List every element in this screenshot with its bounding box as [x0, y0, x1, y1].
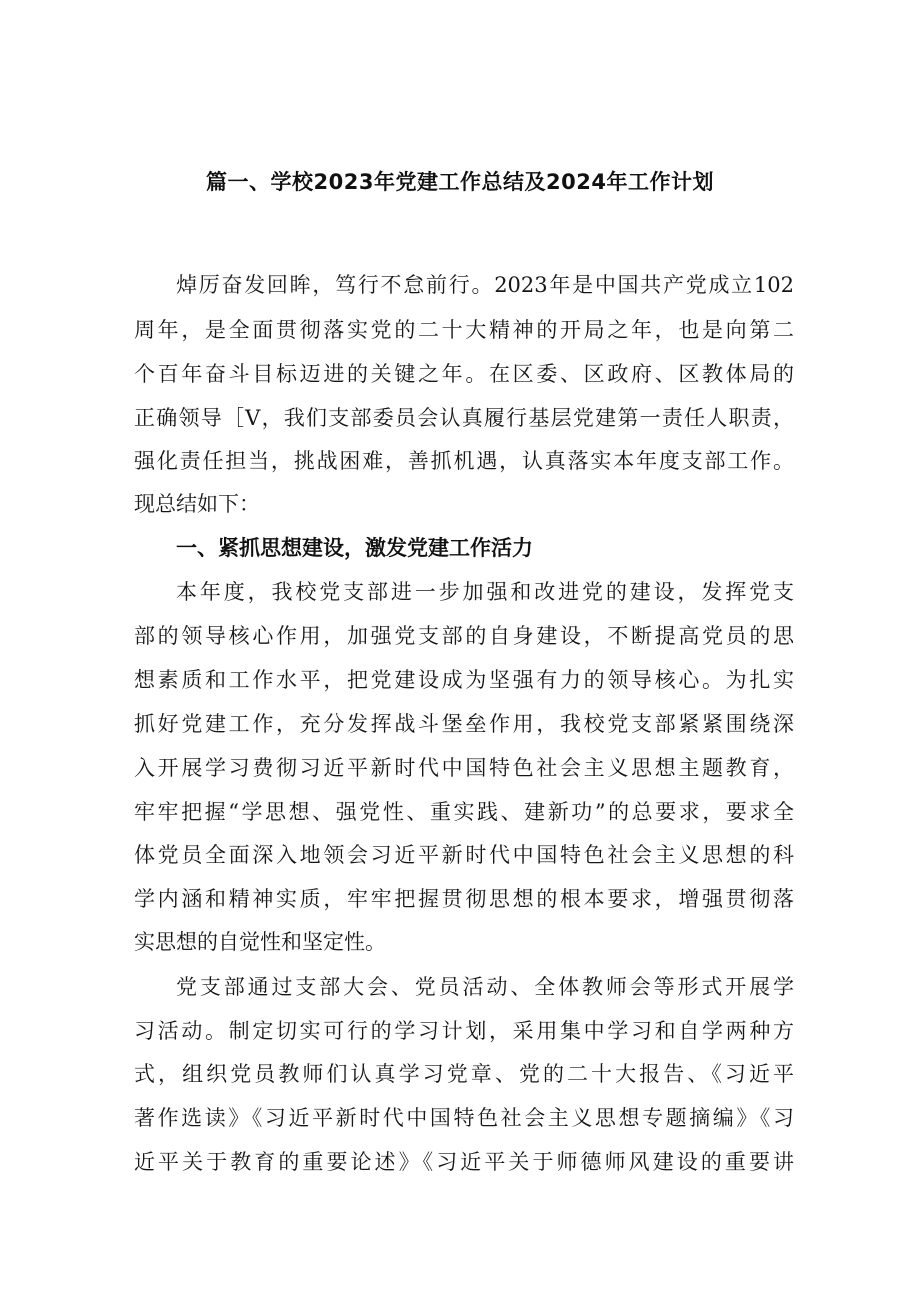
paragraph-1-line-4: 抓好党建工作，充分发挥战斗堡垒作用，我校党支部紧紧围绕深: [134, 712, 794, 736]
paragraph-1-line-5: 入开展学习费彻习近平新时代中国特色社会主义思想主题教育，: [134, 756, 794, 780]
paragraph-1-line-6: 牢牢把握“学思想、强党性、重实践、建新功”的总要求，要求全: [134, 800, 794, 824]
intro-line-5: 强化责任担当，挑战困难，善抓机遇，认真落实本年度支部工作。: [134, 449, 794, 473]
paragraph-2-line-5: 近平关于教育的重要论述》《习近平关于师德师风建设的重要讲: [134, 1150, 794, 1174]
paragraph-1-line-7: 体党员全面深入地领会习近平新时代中国特色社会主义思想的科: [134, 843, 794, 867]
intro-line-1: 焯厉奋发回眸，笃行不怠前行。2023年是中国共产党成立102: [176, 273, 794, 297]
paragraph-2-line-3: 式，组织党员教师们认真学习党章、党的二十大报告、《习近平: [134, 1062, 794, 1086]
paragraph-2-line-1: 党支部通过支部大会、党员活动、全体教师会等形式开展学: [176, 975, 794, 999]
paragraph-1-line-9: 实思想的自觉性和坚定性。: [134, 930, 386, 954]
section-heading-1: 一、紧抓思想建设，激发党建工作活力: [176, 536, 533, 560]
paragraph-2-line-2: 习活动。制定切实可行的学习计划，采用集中学习和自学两种方: [134, 1019, 794, 1043]
document-title: 篇一、学校2023年党建工作总结及2024年工作计划: [206, 170, 714, 194]
intro-line-4: 正确领导［V，我们支部委员会认真履行基层党建第一责任人职责，: [134, 406, 794, 430]
paragraph-1-line-8: 学内涵和精神实质，牢牢把握贯彻思想的根本要求，增强贯彻落: [134, 887, 794, 911]
paragraph-2-line-4: 著作选读》《习近平新时代中国特色社会主义思想专题摘编》《习: [134, 1106, 794, 1130]
paragraph-1-line-3: 想素质和工作水平，把党建设成为坚强有力的领导核心。为扎实: [134, 668, 794, 692]
paragraph-1-line-1: 本年度，我校党支部进一步加强和改进党的建设，发挥党支: [176, 580, 794, 604]
intro-line-6: 现总结如下：: [134, 492, 260, 516]
paragraph-1-line-2: 部的领导核心作用，加强党支部的自身建设，不断提高党员的思: [134, 624, 794, 648]
intro-line-2: 周年，是全面贯彻落实党的二十大精神的开局之年，也是向第二: [134, 318, 794, 342]
intro-line-3: 个百年奋斗目标迈进的关键之年。在区委、区政府、区教体局的: [134, 362, 794, 386]
